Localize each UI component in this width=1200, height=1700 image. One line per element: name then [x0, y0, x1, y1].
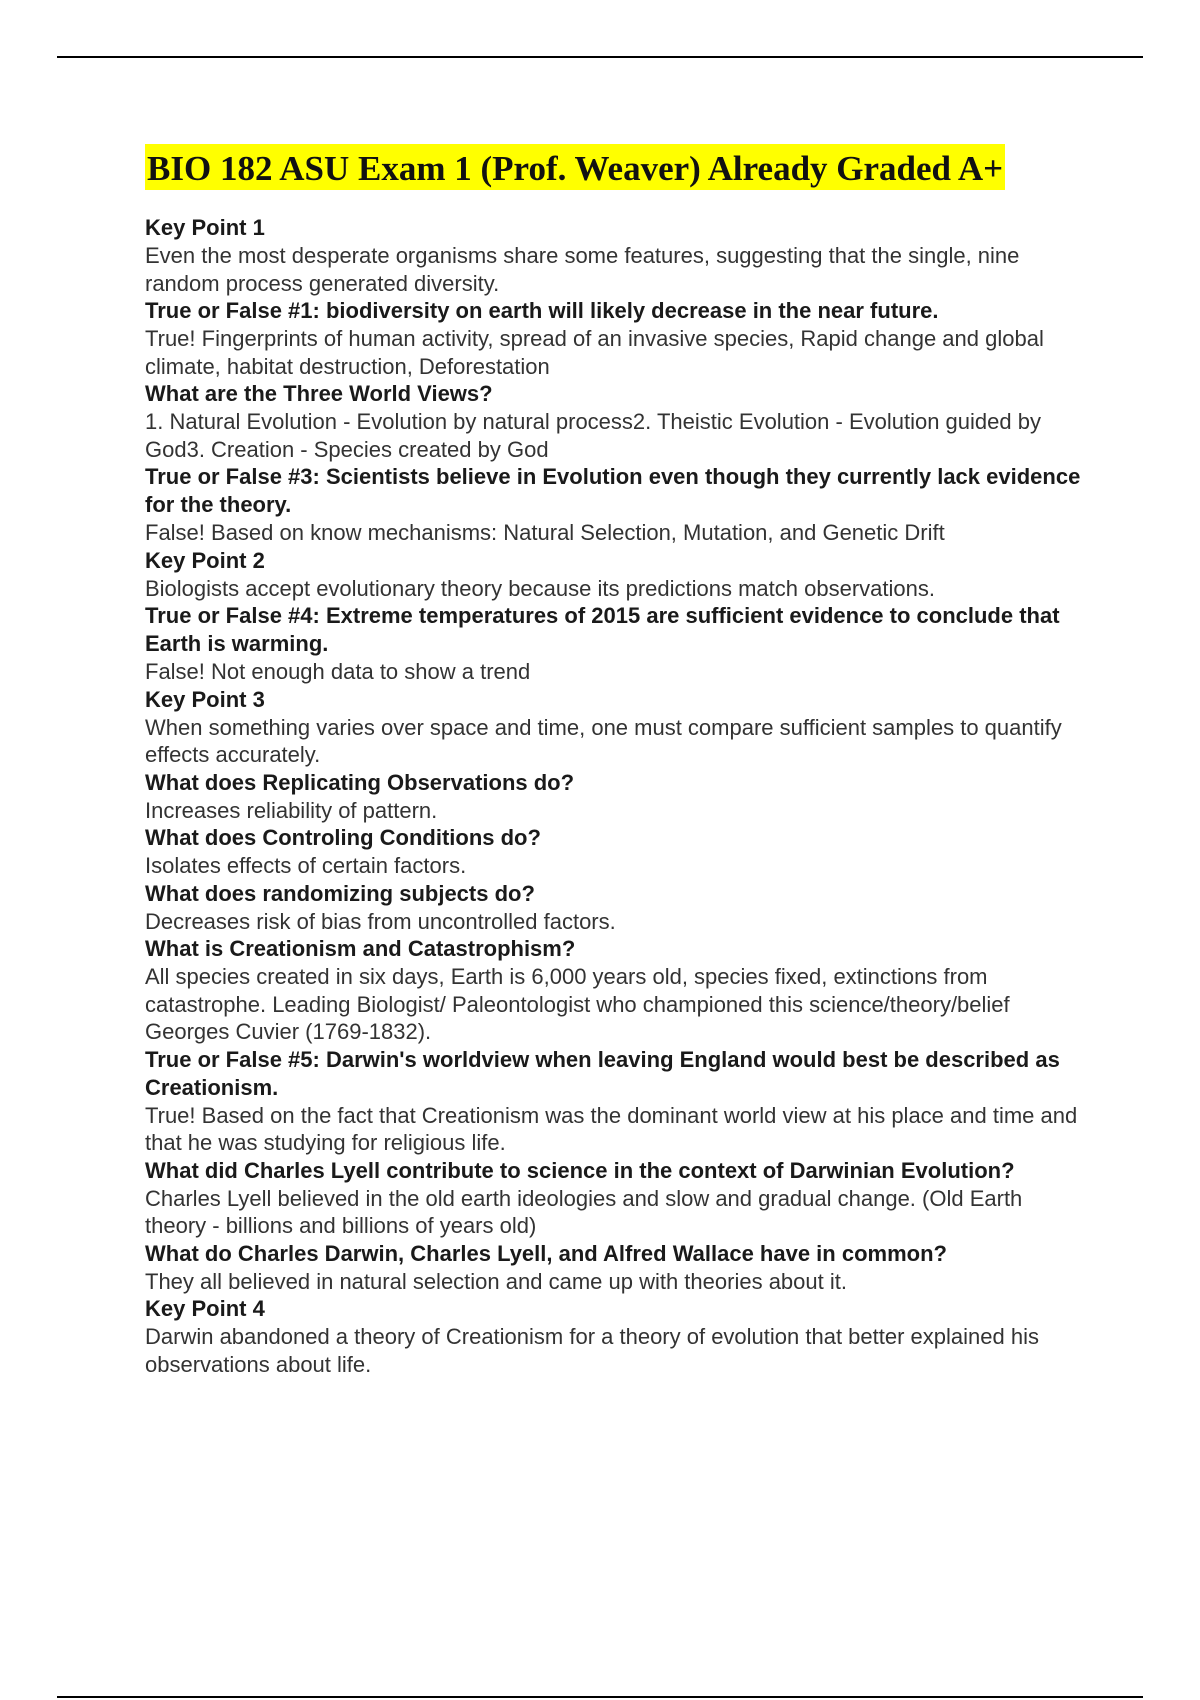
question: What does Controling Conditions do? — [145, 825, 541, 850]
question: True or False #5: Darwin's worldview when leaving England would best be described as Creationism. — [145, 1046, 1060, 1100]
qa-item-1 — [145, 214, 1085, 297]
answer: Isolates effects of certain factors. — [145, 853, 467, 878]
question: What do Charles Darwin, Charles Lyell, and Alfred Wallace have in common? — [145, 1240, 947, 1266]
question: Key Point 3 — [145, 686, 265, 712]
answer: False! Based on know mechanisms: Natural Selection, Mutation, and Genetic Drift — [145, 520, 945, 545]
qa-item-11 — [145, 935, 1085, 1046]
answer: Decreases risk of bias from uncontrolled factors. — [145, 908, 616, 934]
qa-item-4 — [145, 463, 1085, 547]
qa-item-13 — [145, 1157, 1085, 1240]
document-body — [145, 144, 1085, 1378]
answer: Biologists accept evolutionary theory because its predictions match observations. — [145, 575, 935, 601]
qa-item-3 — [145, 380, 1085, 463]
answer: Increases reliability of pattern. — [145, 797, 438, 823]
answer: 1. Natural Evolution - Evolution by natural process2. Theistic Evolution - Evolution guided by God3. Creation - Species created by God — [145, 409, 1041, 462]
answer: Even the most desperate organisms share some features, suggesting that the single, nine random process generated diversity. — [145, 243, 1020, 296]
question: What does Replicating Observations do? — [145, 769, 575, 795]
qa-item-10 — [145, 880, 1085, 936]
answer: Charles Lyell believed in the old earth ideologies and slow and gradual change. (Old Earth theory - billions and billions of years old) — [145, 1185, 1023, 1238]
qa-item-5 — [145, 547, 1085, 603]
answer: All species created in six days, Earth is 6,000 years old, species fixed, extinctions from catastrophe. Leading Biologist/ Paleontologist who championed this science/theory/belief Georges Cuvier (1769-1832). — [145, 964, 1010, 1044]
question: True or False #3: Scientists believe in Evolution even though they currently lack evidence for the theory. — [145, 464, 1081, 517]
qa-item-8 — [145, 769, 1085, 825]
question: What did Charles Lyell contribute to science in the context of Darwinian Evolution? — [145, 1157, 1015, 1183]
question: What is Creationism and Catastrophism? — [145, 936, 576, 961]
answer: Darwin abandoned a theory of Creationism for a theory of evolution that better explained his observations about life. — [145, 1324, 1039, 1377]
answer: When something varies over space and time, one must compare sufficient samples to quantify effects accurately. — [145, 714, 1062, 767]
qa-item-6 — [145, 602, 1085, 686]
qa-item-14 — [145, 1240, 1085, 1296]
answer: False! Not enough data to show a trend — [145, 659, 531, 684]
answer: True! Based on the fact that Creationism was the dominant world view at his place and time and that he was studying for religious life. — [145, 1102, 1078, 1155]
qa-item-2 — [145, 297, 1085, 380]
question: True or False #4: Extreme temperatures of 2015 are sufficient evidence to conclude that Earth is warming. — [145, 603, 1060, 656]
question: Key Point 2 — [145, 547, 265, 573]
answer: They all believed in natural selection and came up with theories about it. — [145, 1268, 847, 1294]
qa-item-15 — [145, 1295, 1085, 1378]
question: What does randomizing subjects do? — [145, 880, 535, 906]
qa-item-7 — [145, 686, 1085, 769]
answer: True! Fingerprints of human activity, spread of an invasive species, Rapid change and global climate, habitat destruction, Deforestation — [145, 326, 1044, 379]
question: Key Point 1 — [145, 215, 265, 240]
qa-item-12 — [145, 1046, 1085, 1157]
question: Key Point 4 — [145, 1296, 265, 1321]
document-title: BIO 182 ASU Exam 1 (Prof. Weaver) Already Graded A+ — [145, 144, 1005, 190]
question: What are the Three World Views? — [145, 381, 493, 406]
qa-item-9 — [145, 824, 1085, 880]
header-rule — [57, 56, 1143, 58]
footer-rule — [57, 1696, 1143, 1698]
question: True or False #1: biodiversity on earth will likely decrease in the near future. — [145, 298, 939, 323]
